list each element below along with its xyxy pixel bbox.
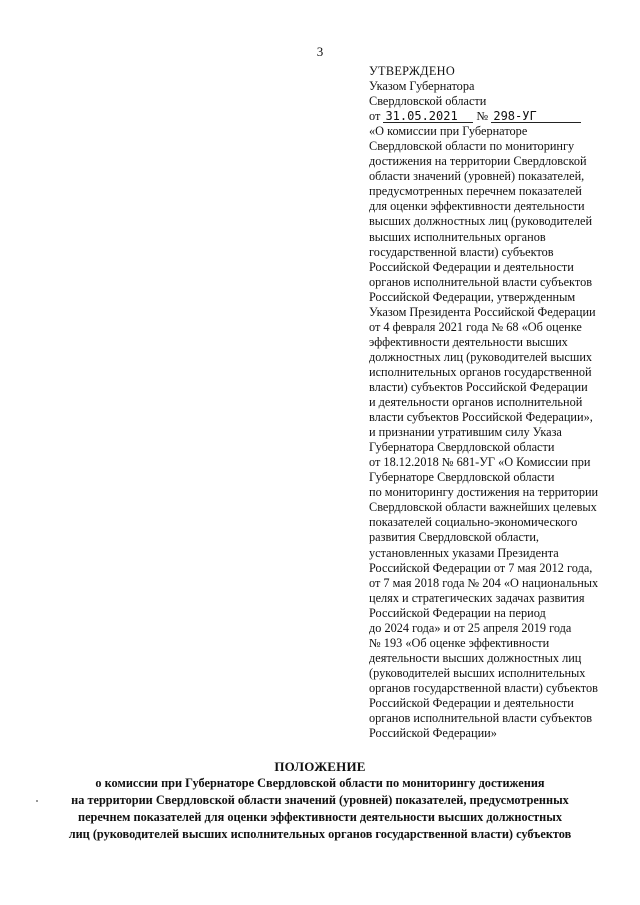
decree-title-line: государственной власти) субъектов xyxy=(369,244,554,259)
decree-title-line: от 4 февраля 2021 года № 68 «Об оценке xyxy=(369,319,582,334)
decree-title-line: высших исполнительных органов xyxy=(369,229,546,244)
decree-title-line: Российской Федерации и деятельности xyxy=(369,695,574,710)
regulation-heading: ПОЛОЖЕНИЕ xyxy=(274,759,366,774)
decree-title-line: Российской Федерации» xyxy=(369,726,497,741)
regulation-title-line: лиц (руководителей высших исполнительных органов государственной власти) субъектов xyxy=(68,827,572,841)
decree-title-line: от 7 мая 2018 года № 204 «О национальных xyxy=(369,575,599,590)
approval-region-line: Свердловской области xyxy=(369,94,487,109)
decree-title-line: (руководителей высших исполнительных xyxy=(369,665,586,680)
number-prefix: № xyxy=(476,109,489,124)
decree-date: 31.05.2021 xyxy=(383,110,473,123)
decree-title-line: власти субъектов Российской Федерации», xyxy=(369,410,593,425)
decree-title-line: должностных лиц (руководителей высших xyxy=(369,349,593,364)
decree-title-line: установленных указами Президента xyxy=(369,545,559,560)
approval-block xyxy=(369,64,619,741)
decree-title-line: Российской Федерации, утвержденным xyxy=(369,289,576,304)
decree-title-line: развития Свердловской области, xyxy=(369,530,539,545)
decree-title-line: Российской Федерации на период xyxy=(369,605,546,620)
decree-title-line: власти) субъектов Российской Федерации xyxy=(369,379,588,394)
decree-title-line: высших должностных лиц (руководителей xyxy=(369,214,593,229)
decree-title-line: и признании утратившим силу Указа xyxy=(369,425,562,440)
decree-title-line: Указом Президента Российской Федерации xyxy=(369,304,596,319)
decree-title-line: Российской Федерации от 7 мая 2012 года, xyxy=(369,560,593,575)
decree-title-line: области значений (уровней) показателей, xyxy=(369,169,585,184)
decree-title-line: и деятельности органов исполнительной xyxy=(369,395,583,410)
regulation-title-line: перечнем показателей для оценки эффективности деятельности высших должностных xyxy=(78,810,562,824)
decree-title-line: Губернаторе Свердловской области xyxy=(369,470,555,485)
decree-title-line: деятельности высших должностных лиц xyxy=(369,650,582,665)
decree-title-line: достижения на территории Свердловской xyxy=(369,154,587,169)
decree-title-line: Свердловской области по мониторингу xyxy=(369,139,575,154)
date-prefix: от xyxy=(369,109,381,124)
decree-title-line: № 193 «Об оценке эффективности xyxy=(369,635,550,650)
decree-title-line: показателей социально-экономического xyxy=(369,515,578,530)
decree-title-line: до 2024 года» и от 25 апреля 2019 года xyxy=(369,620,572,635)
page-number: 3 xyxy=(316,44,324,59)
regulation-title-line: о комиссии при Губернаторе Свердловской области по мониторингу достижения xyxy=(95,776,545,790)
decree-title-line: эффективности деятельности высших xyxy=(369,334,568,349)
decree-title-line: органов исполнительной власти субъектов xyxy=(369,274,593,289)
decree-title-line: органов исполнительной власти субъектов xyxy=(369,711,593,726)
decree-title-line: предусмотренных перечнем показателей xyxy=(369,184,582,199)
decree-title-line: «О комиссии при Губернаторе xyxy=(369,124,528,139)
regulation-title-line: на территории Свердловской области значений (уровней) показателей, предусмотренных xyxy=(71,793,569,807)
decree-title-line: Российской Федерации и деятельности xyxy=(369,259,574,274)
approval-stamp: УТВЕРЖДЕНО xyxy=(369,64,456,78)
decree-title-line: целях и стратегических задачах развития xyxy=(369,590,585,605)
decree-title-line: исполнительных органов государственной xyxy=(369,364,592,379)
decree-number: 298-УГ xyxy=(491,110,581,123)
decree-title-line: Губернатора Свердловской области xyxy=(369,440,555,455)
regulation-title-block xyxy=(0,758,640,843)
decree-title-line: для оценки эффективности деятельности xyxy=(369,199,585,214)
decree-title-line: по мониторингу достижения на территории xyxy=(369,485,599,500)
decree-title-line: органов государственной власти) субъектов xyxy=(369,680,598,695)
approval-decree-line: Указом Губернатора xyxy=(369,79,475,94)
decree-title-line: Свердловской области важнейших целевых xyxy=(369,500,597,515)
approval-date-line xyxy=(369,109,619,124)
decree-title-line: от 18.12.2018 № 681-УГ «О Комиссии при xyxy=(369,455,591,470)
